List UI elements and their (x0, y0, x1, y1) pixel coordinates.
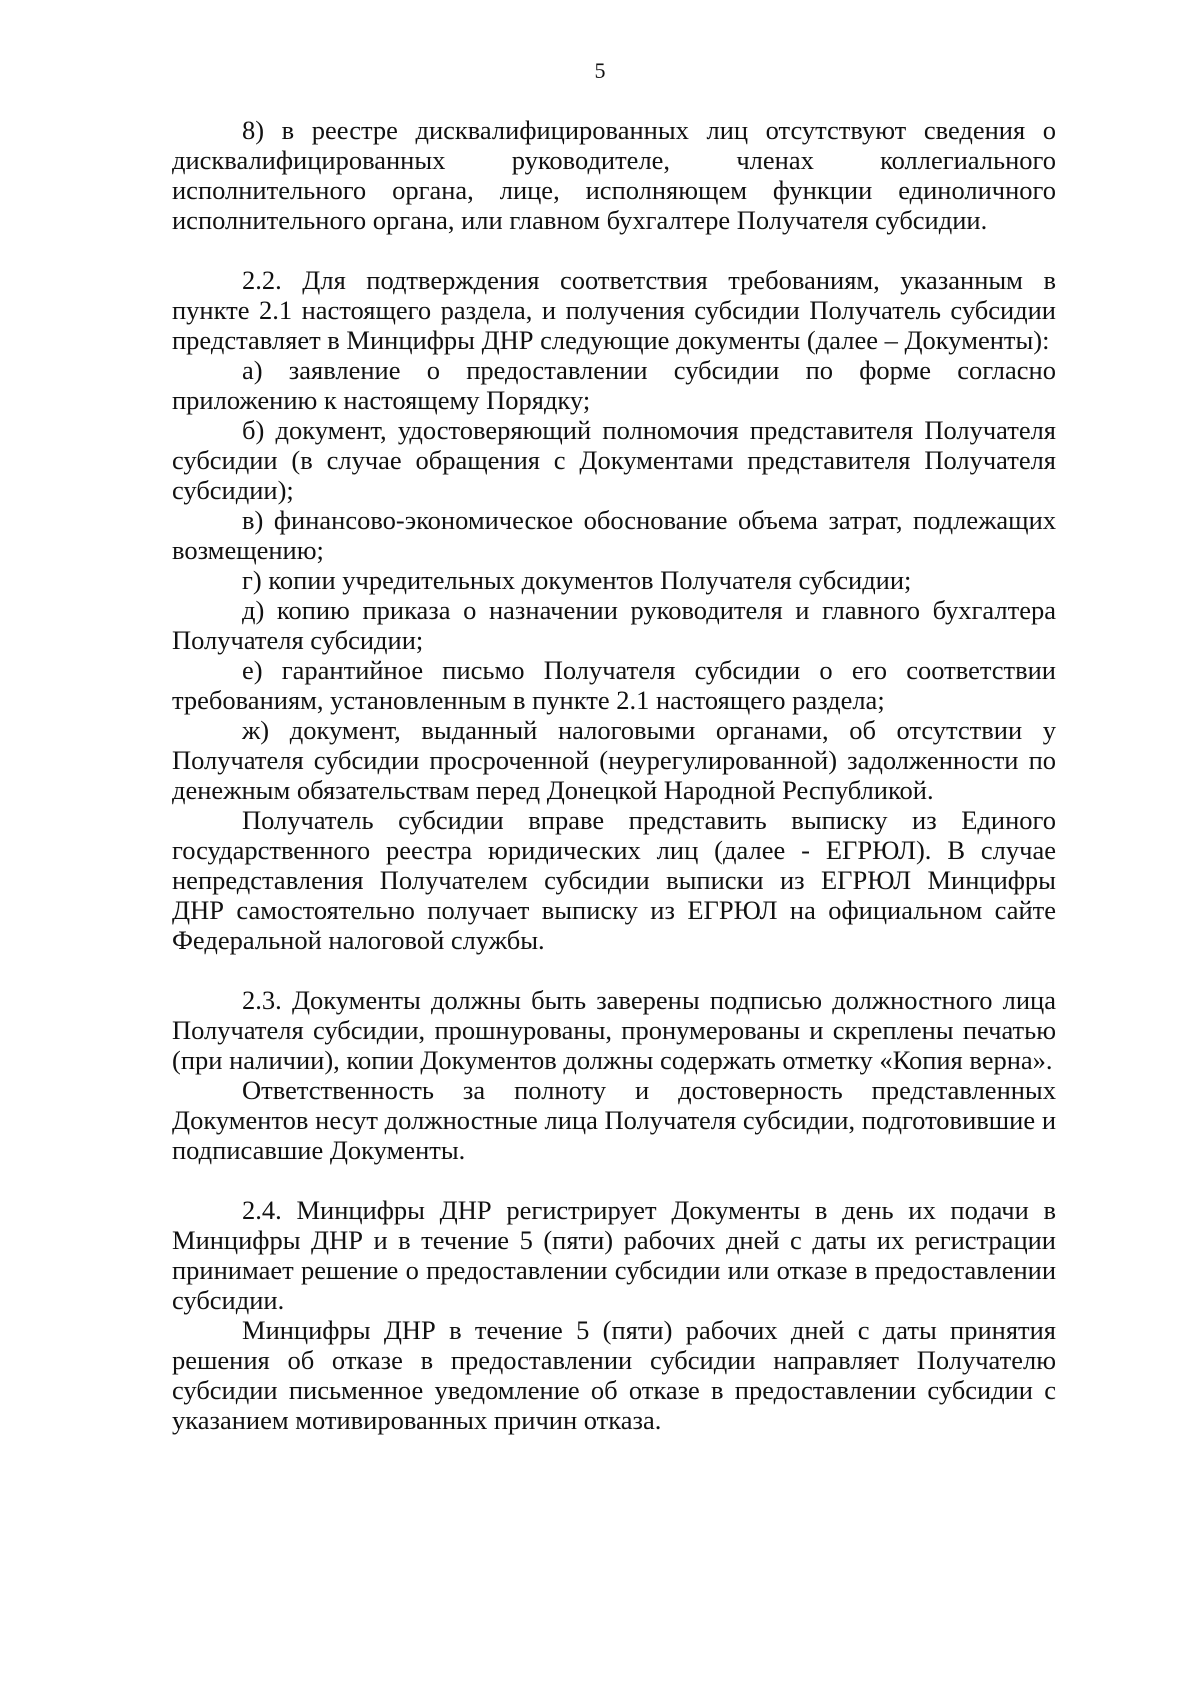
list-item-v: в) финансово-экономическое обоснование объема затрат, подлежащих возмещению; (172, 505, 1056, 565)
paragraph-2-4: 2.4. Минцифры ДНР регистрирует Документы в день их подачи в Минцифры ДНР и в течение 5 (пяти) рабочих дней с даты их регистрации принимает решение о предоставлении субсидии или отказе в предоставлении субсидии. (172, 1195, 1056, 1315)
list-item-b: б) документ, удостоверяющий полномочия представителя Получателя субсидии (в случае обращения с Документами представителя Получателя субсидии); (172, 415, 1056, 505)
page-number: 5 (594, 58, 606, 83)
paragraph-refusal-notice: Минцифры ДНР в течение 5 (пяти) рабочих дней с даты принятия решения об отказе в предоставлении субсидии направляет Получателю субсидии письменное уведомление об отказе в предоставлении субсидии с указанием мотивированных причин отказа. (172, 1315, 1056, 1435)
paragraph-item-8: 8) в реестре дисквалифицированных лиц отсутствуют сведения о дисквалифицированных руководителе, членах коллегиального исполнительного органа, лице, исполняющем функции единоличного исполнительного органа, или главном бухгалтере Получателя субсидии. (172, 115, 1056, 235)
section-gap (172, 1165, 1056, 1195)
section-gap (172, 955, 1056, 985)
paragraph-egrul: Получатель субсидии вправе представить выписку из Единого государственного реестра юридических лиц (далее - ЕГРЮЛ). В случае непредставления Получателем субсидии выписки из ЕГРЮЛ Минцифры ДНР самостоятельно получает выписку из ЕГРЮЛ на официальном сайте Федеральной налоговой службы. (172, 805, 1056, 955)
list-item-d: д) копию приказа о назначении руководителя и главного бухгалтера Получателя субсидии; (172, 595, 1056, 655)
section-gap (172, 235, 1056, 265)
paragraph-2-2: 2.2. Для подтверждения соответствия требованиям, указанным в пункте 2.1 настоящего раздела, и получения субсидии Получатель субсидии представляет в Минцифры ДНР следующие документы (далее – Документы): (172, 265, 1056, 355)
list-item-e: е) гарантийное письмо Получателя субсидии о его соответствии требованиям, установленным в пункте 2.1 настоящего раздела; (172, 655, 1056, 715)
list-item-g: г) копии учредительных документов Получателя субсидии; (242, 565, 912, 595)
document-body (172, 115, 1056, 1435)
list-item-a: а) заявление о предоставлении субсидии по форме согласно приложению к настоящему Порядку; (172, 355, 1056, 415)
paragraph-responsibility: Ответственность за полноту и достоверность представленных Документов несут должностные лица Получателя субсидии, подготовившие и подписавшие Документы. (172, 1075, 1056, 1165)
list-item-zh: ж) документ, выданный налоговыми органами, об отсутствии у Получателя субсидии просроченной (неурегулированной) задолженности по денежным обязательствам перед Донецкой Народной Республикой. (172, 715, 1056, 805)
paragraph-2-3: 2.3. Документы должны быть заверены подписью должностного лица Получателя субсидии, прошнурованы, пронумерованы и скреплены печатью (при наличии), копии Документов должны содержать отметку «Копия верна». (172, 985, 1056, 1075)
